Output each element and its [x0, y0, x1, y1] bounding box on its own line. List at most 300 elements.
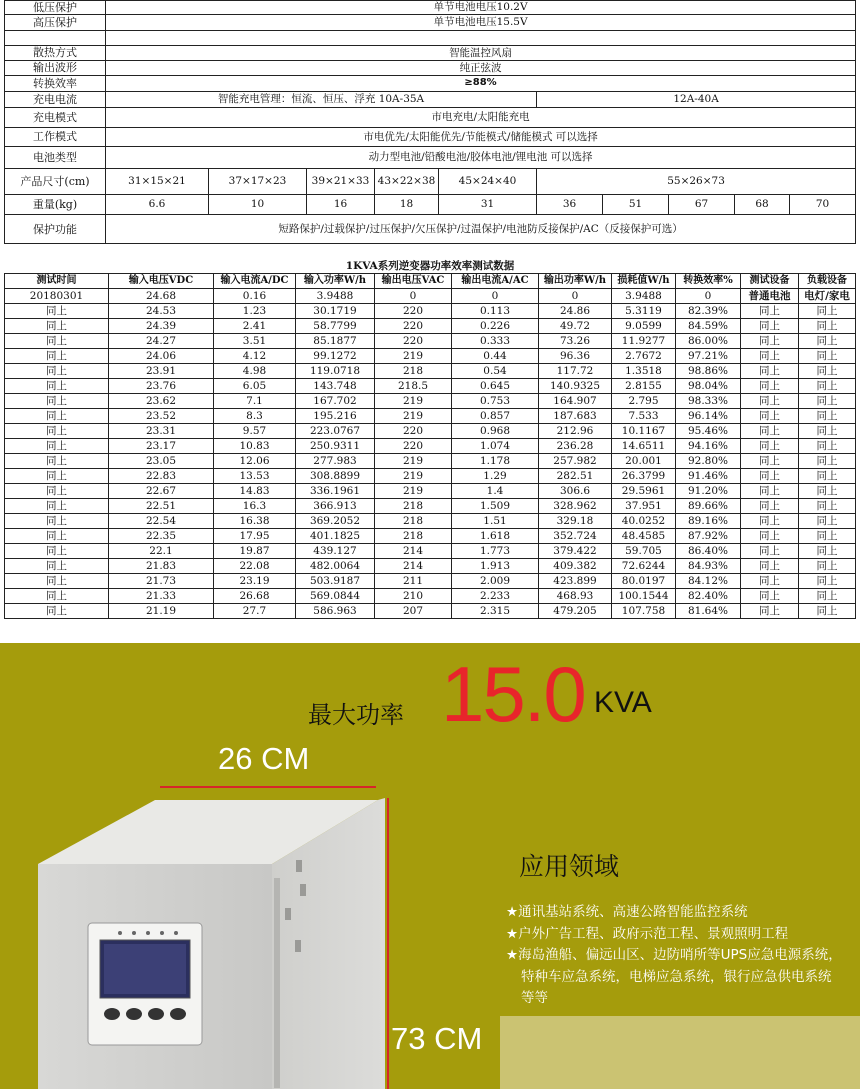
table-cell: 89.16%	[676, 514, 741, 529]
table-cell: 81.64%	[676, 604, 741, 619]
spec-label: 重量(kg)	[5, 194, 106, 215]
table-cell: 24.39	[109, 319, 214, 334]
width-dimension: 26 CM	[218, 741, 310, 776]
table-cell: 569.0844	[296, 589, 375, 604]
spec-label: 散热方式	[5, 46, 106, 60]
table-cell: 20.001	[612, 454, 676, 469]
spec-label: 高压保护	[5, 15, 106, 30]
table-cell: 12.06	[214, 454, 296, 469]
table-row	[5, 499, 856, 514]
table-cell: 2.7672	[612, 349, 676, 364]
column-header: 输出功率W/h	[539, 274, 612, 289]
spec-value: 单节电池电压15.5V	[106, 15, 856, 30]
table-cell: 0	[676, 289, 741, 304]
table-cell: 2.009	[452, 574, 539, 589]
width-dimension-line	[160, 786, 376, 788]
table-cell: 89.66%	[676, 499, 741, 514]
table-cell: 同上	[741, 319, 799, 334]
table-cell: 91.46%	[676, 469, 741, 484]
table-cell: 同上	[741, 514, 799, 529]
table-cell: 207	[375, 604, 452, 619]
spec-value: 45×24×40	[439, 168, 537, 194]
spec-value: 67	[669, 194, 735, 215]
spec-label: 充电电流	[5, 91, 106, 107]
table-cell: 220	[375, 319, 452, 334]
table-cell: 220	[375, 304, 452, 319]
table-cell: 1.51	[452, 514, 539, 529]
spec-row	[5, 1, 856, 15]
table-cell: 30.1719	[296, 304, 375, 319]
table-cell: 同上	[741, 529, 799, 544]
table-cell: 72.6244	[612, 559, 676, 574]
spec-row	[5, 108, 856, 128]
table-cell: 同上	[741, 589, 799, 604]
table-cell: 4.12	[214, 349, 296, 364]
table-cell: 同上	[741, 424, 799, 439]
table-cell: 23.52	[109, 409, 214, 424]
table-cell: 24.68	[109, 289, 214, 304]
table-cell: 同上	[799, 319, 856, 334]
spec-table	[4, 0, 856, 244]
table-cell: 同上	[741, 409, 799, 424]
table-cell: 1.913	[452, 559, 539, 574]
spec-value: 39×21×33	[307, 168, 375, 194]
table-cell: 同上	[5, 424, 109, 439]
spec-value: 智能充电管理：恒流、恒压、浮充 10A-35A	[106, 91, 537, 107]
table-cell: 409.382	[539, 559, 612, 574]
column-header: 输出电压VAC	[375, 274, 452, 289]
table-cell: 282.51	[539, 469, 612, 484]
table-cell: 同上	[5, 544, 109, 559]
table-cell: 5.3119	[612, 304, 676, 319]
table-cell: 482.0064	[296, 559, 375, 574]
table-cell: 1.29	[452, 469, 539, 484]
spec-label: 产品尺寸(cm)	[5, 168, 106, 194]
table-cell: 同上	[5, 334, 109, 349]
table-cell: 29.5961	[612, 484, 676, 499]
table-cell: 336.1961	[296, 484, 375, 499]
table-cell: 同上	[741, 499, 799, 514]
table-cell: 同上	[5, 574, 109, 589]
table-cell: 0.333	[452, 334, 539, 349]
table-cell: 同上	[741, 334, 799, 349]
table-cell: 85.1877	[296, 334, 375, 349]
table-cell: 219	[375, 454, 452, 469]
spec-label: 电池类型	[5, 147, 106, 169]
table-cell: 0.645	[452, 379, 539, 394]
table-cell: 87.92%	[676, 529, 741, 544]
table-row	[5, 289, 856, 304]
table-cell: 250.9311	[296, 439, 375, 454]
table-cell: 同上	[5, 514, 109, 529]
table-cell: 220	[375, 424, 452, 439]
spec-value: 37×17×23	[209, 168, 307, 194]
spec-label: 工作模式	[5, 127, 106, 147]
table-cell: 22.1	[109, 544, 214, 559]
table-cell: 1.509	[452, 499, 539, 514]
table-cell: 22.67	[109, 484, 214, 499]
table-cell: 1.773	[452, 544, 539, 559]
table-row	[5, 439, 856, 454]
table-cell: 2.8155	[612, 379, 676, 394]
table-cell: 586.963	[296, 604, 375, 619]
table-cell: 同上	[5, 304, 109, 319]
table-cell: 329.18	[539, 514, 612, 529]
table-cell: 同上	[5, 604, 109, 619]
spec-row	[5, 76, 856, 91]
table-cell: 100.1544	[612, 589, 676, 604]
table-cell: 40.0252	[612, 514, 676, 529]
table-cell: 220	[375, 439, 452, 454]
table-cell: 同上	[741, 604, 799, 619]
table-cell: 439.127	[296, 544, 375, 559]
spec-value: 18	[375, 194, 439, 215]
column-header: 输入电压VDC	[109, 274, 214, 289]
table-cell: 同上	[5, 319, 109, 334]
table-row	[5, 589, 856, 604]
spec-row	[5, 30, 856, 45]
table-cell: 23.62	[109, 394, 214, 409]
table-cell: 84.59%	[676, 319, 741, 334]
table-cell: 同上	[799, 394, 856, 409]
table-cell: 82.39%	[676, 304, 741, 319]
table-cell: 同上	[799, 559, 856, 574]
table-cell: 1.618	[452, 529, 539, 544]
spec-row	[5, 168, 856, 194]
decorative-panel	[500, 1016, 860, 1089]
table-cell: 同上	[741, 364, 799, 379]
table-cell: 218	[375, 529, 452, 544]
table-row	[5, 424, 856, 439]
table-cell: 2.795	[612, 394, 676, 409]
table-cell: 21.19	[109, 604, 214, 619]
table-cell: 96.36	[539, 349, 612, 364]
table-cell: 218.5	[375, 379, 452, 394]
table-cell: 195.216	[296, 409, 375, 424]
table-cell: 16.3	[214, 499, 296, 514]
table-cell: 94.16%	[676, 439, 741, 454]
table-cell: 219	[375, 394, 452, 409]
table-cell: 同上	[799, 574, 856, 589]
spec-value: 10	[209, 194, 307, 215]
table-cell: 同上	[5, 529, 109, 544]
table-cell: 91.20%	[676, 484, 741, 499]
spec-value: 55×26×73	[537, 168, 856, 194]
table-cell: 24.53	[109, 304, 214, 319]
table-cell: 99.1272	[296, 349, 375, 364]
table-cell: 84.12%	[676, 574, 741, 589]
column-header: 输入电流A/DC	[214, 274, 296, 289]
table-cell: 22.08	[214, 559, 296, 574]
spec-value: 智能温控风扇	[106, 46, 856, 60]
table-cell: 0.54	[452, 364, 539, 379]
table-cell: 80.0197	[612, 574, 676, 589]
table-cell: 3.51	[214, 334, 296, 349]
table-cell: 9.0599	[612, 319, 676, 334]
table-cell: 58.7799	[296, 319, 375, 334]
table-cell: 19.87	[214, 544, 296, 559]
table-cell: 21.33	[109, 589, 214, 604]
table-cell: 7.533	[612, 409, 676, 424]
table-cell: 306.6	[539, 484, 612, 499]
table-cell: 214	[375, 559, 452, 574]
table-cell: 同上	[741, 394, 799, 409]
table-cell: 48.4585	[612, 529, 676, 544]
table-cell: 218	[375, 499, 452, 514]
table-row	[5, 454, 856, 469]
table-cell: 143.748	[296, 379, 375, 394]
application-item: ★户外广告工程、政府示范工程、景观照明工程	[506, 925, 789, 942]
table-cell: 95.46%	[676, 424, 741, 439]
column-header: 输出电流A/AC	[452, 274, 539, 289]
spec-row	[5, 194, 856, 215]
max-power-unit: KVA	[594, 686, 652, 719]
table-cell: 23.17	[109, 439, 214, 454]
table-cell: 218	[375, 514, 452, 529]
table-cell: 503.9187	[296, 574, 375, 589]
table-cell: 同上	[741, 544, 799, 559]
table-cell: 同上	[741, 439, 799, 454]
table-cell: 187.683	[539, 409, 612, 424]
inverter-cabinet-image	[0, 798, 400, 1089]
height-dimension: 73 CM	[391, 1021, 483, 1056]
spec-row	[5, 147, 856, 169]
table-cell: 468.93	[539, 589, 612, 604]
table-cell: 同上	[5, 394, 109, 409]
table-cell: 21.73	[109, 574, 214, 589]
spec-label: 转换效率	[5, 76, 106, 91]
spec-row	[5, 91, 856, 107]
table-cell: 49.72	[539, 319, 612, 334]
spec-value: ≥88%	[106, 76, 856, 91]
table-cell: 同上	[5, 589, 109, 604]
table-cell: 1.3518	[612, 364, 676, 379]
table-cell: 同上	[799, 544, 856, 559]
table-cell: 同上	[799, 379, 856, 394]
table-cell: 86.40%	[676, 544, 741, 559]
table-cell: 366.913	[296, 499, 375, 514]
table-cell: 17.95	[214, 529, 296, 544]
table-row	[5, 604, 856, 619]
table-cell: 1.074	[452, 439, 539, 454]
table-cell: 212.96	[539, 424, 612, 439]
table-cell: 23.76	[109, 379, 214, 394]
table-cell: 26.3799	[612, 469, 676, 484]
table-cell: 98.04%	[676, 379, 741, 394]
table-cell: 84.93%	[676, 559, 741, 574]
table-row	[5, 544, 856, 559]
table-cell: 37.951	[612, 499, 676, 514]
spec-value: 16	[307, 194, 375, 215]
spec-label: 输出波形	[5, 60, 106, 75]
spec-value: 70	[790, 194, 856, 215]
table-cell: 同上	[741, 379, 799, 394]
table-cell: 164.907	[539, 394, 612, 409]
table-cell: 97.21%	[676, 349, 741, 364]
table-cell: 10.83	[214, 439, 296, 454]
table-row	[5, 394, 856, 409]
spec-value: 51	[603, 194, 669, 215]
table-cell: 96.14%	[676, 409, 741, 424]
table-cell: 23.91	[109, 364, 214, 379]
table-cell: 369.2052	[296, 514, 375, 529]
table-cell: 0.16	[214, 289, 296, 304]
test-table	[4, 273, 856, 619]
spec-value: 纯正弦波	[106, 60, 856, 75]
table-cell: 同上	[5, 349, 109, 364]
table-cell: 10.1167	[612, 424, 676, 439]
spec-value	[106, 30, 856, 45]
application-title: 应用领域	[519, 852, 620, 881]
table-cell: 0	[539, 289, 612, 304]
table-row	[5, 319, 856, 334]
table-cell: 59.705	[612, 544, 676, 559]
column-header: 输入功率W/h	[296, 274, 375, 289]
table-cell: 同上	[799, 454, 856, 469]
table-cell: 16.38	[214, 514, 296, 529]
table-cell: 73.26	[539, 334, 612, 349]
table-cell: 423.899	[539, 574, 612, 589]
table-cell: 1.23	[214, 304, 296, 319]
table-cell: 同上	[741, 469, 799, 484]
table-cell: 3.9488	[612, 289, 676, 304]
spec-row	[5, 46, 856, 60]
table-cell: 同上	[741, 484, 799, 499]
table-cell: 同上	[799, 334, 856, 349]
spec-label: 低压保护	[5, 1, 106, 15]
spec-row	[5, 127, 856, 147]
table-cell: 0	[375, 289, 452, 304]
table-row	[5, 514, 856, 529]
spec-value: 市电充电/太阳能充电	[106, 108, 856, 128]
table-cell: 同上	[799, 424, 856, 439]
table-cell: 401.1825	[296, 529, 375, 544]
spec-label: 充电模式	[5, 108, 106, 128]
table-cell: 同上	[799, 304, 856, 319]
table-cell: 0.113	[452, 304, 539, 319]
spec-label: 保护功能	[5, 215, 106, 244]
column-header: 转换效率%	[676, 274, 741, 289]
table-row	[5, 364, 856, 379]
table-cell: 同上	[799, 439, 856, 454]
table-cell: 同上	[799, 364, 856, 379]
table-row	[5, 379, 856, 394]
table-cell: 同上	[799, 409, 856, 424]
table-cell: 1.4	[452, 484, 539, 499]
table-cell: 211	[375, 574, 452, 589]
table-cell: 82.40%	[676, 589, 741, 604]
table-cell: 电灯/家电	[799, 289, 856, 304]
table-cell: 218	[375, 364, 452, 379]
spec-value: 6.6	[106, 194, 209, 215]
column-header: 损耗值W/h	[612, 274, 676, 289]
spec-value: 68	[735, 194, 790, 215]
table-cell: 3.9488	[296, 289, 375, 304]
table-cell: 214	[375, 544, 452, 559]
table-cell: 6.05	[214, 379, 296, 394]
table-cell: 同上	[799, 499, 856, 514]
column-header: 测试时间	[5, 274, 109, 289]
table-cell: 同上	[799, 514, 856, 529]
table-cell: 同上	[5, 499, 109, 514]
table-cell: 219	[375, 349, 452, 364]
table-row	[5, 304, 856, 319]
spec-row	[5, 215, 856, 244]
table-cell: 24.86	[539, 304, 612, 319]
table-cell: 同上	[799, 484, 856, 499]
table-cell: 92.80%	[676, 454, 741, 469]
table-cell: 277.983	[296, 454, 375, 469]
table-cell: 22.35	[109, 529, 214, 544]
column-header: 负载设备	[799, 274, 856, 289]
max-power-value: 15.0	[441, 650, 585, 738]
table-cell: 0	[452, 289, 539, 304]
max-power-label: 最大功率	[308, 701, 404, 729]
table-cell: 23.19	[214, 574, 296, 589]
table-cell: 同上	[741, 304, 799, 319]
table-cell: 同上	[799, 469, 856, 484]
table-cell: 379.422	[539, 544, 612, 559]
spec-value: 36	[537, 194, 603, 215]
table-cell: 同上	[799, 604, 856, 619]
table-cell: 23.31	[109, 424, 214, 439]
table-cell: 24.06	[109, 349, 214, 364]
table-cell: 9.57	[214, 424, 296, 439]
table-cell: 2.41	[214, 319, 296, 334]
table-cell: 2.233	[452, 589, 539, 604]
table-cell: 同上	[5, 379, 109, 394]
table-cell: 同上	[799, 349, 856, 364]
table-cell: 1.178	[452, 454, 539, 469]
table-cell: 98.33%	[676, 394, 741, 409]
table-cell: 同上	[741, 454, 799, 469]
table-cell: 117.72	[539, 364, 612, 379]
table-cell: 223.0767	[296, 424, 375, 439]
table-row	[5, 334, 856, 349]
spec-value: 动力型电池/铅酸电池/胶体电池/锂电池 可以选择	[106, 147, 856, 169]
application-item: ★海岛渔船、偏远山区、边防哨所等UPS应急电源系统，特种车应急系统，电梯应急系统，银行应急供电系统等等	[506, 947, 842, 1006]
table-cell: 257.982	[539, 454, 612, 469]
table-cell: 2.315	[452, 604, 539, 619]
table-cell: 220	[375, 334, 452, 349]
table-cell: 26.68	[214, 589, 296, 604]
table-cell: 236.28	[539, 439, 612, 454]
table-row	[5, 574, 856, 589]
table-cell: 23.05	[109, 454, 214, 469]
application-list	[506, 902, 842, 1010]
column-header: 测试设备	[741, 274, 799, 289]
spec-row	[5, 15, 856, 30]
table-row	[5, 349, 856, 364]
spec-value: 短路保护/过载保护/过压保护/欠压保护/过温保护/电池防反接保护/AC（反接保护可选）	[106, 215, 856, 244]
table-cell: 同上	[741, 559, 799, 574]
table-cell: 8.3	[214, 409, 296, 424]
table-cell: 同上	[5, 484, 109, 499]
table-cell: 22.51	[109, 499, 214, 514]
table-row	[5, 409, 856, 424]
table-cell: 21.83	[109, 559, 214, 574]
max-power	[0, 650, 860, 738]
table-cell: 同上	[799, 529, 856, 544]
spec-value: 12A-40A	[537, 91, 856, 107]
table-cell: 167.702	[296, 394, 375, 409]
table-cell: 479.205	[539, 604, 612, 619]
table-cell: 219	[375, 409, 452, 424]
table-cell: 24.27	[109, 334, 214, 349]
spec-value: 单节电池电压10.2V	[106, 1, 856, 15]
table-cell: 119.0718	[296, 364, 375, 379]
spec-label	[5, 30, 106, 45]
